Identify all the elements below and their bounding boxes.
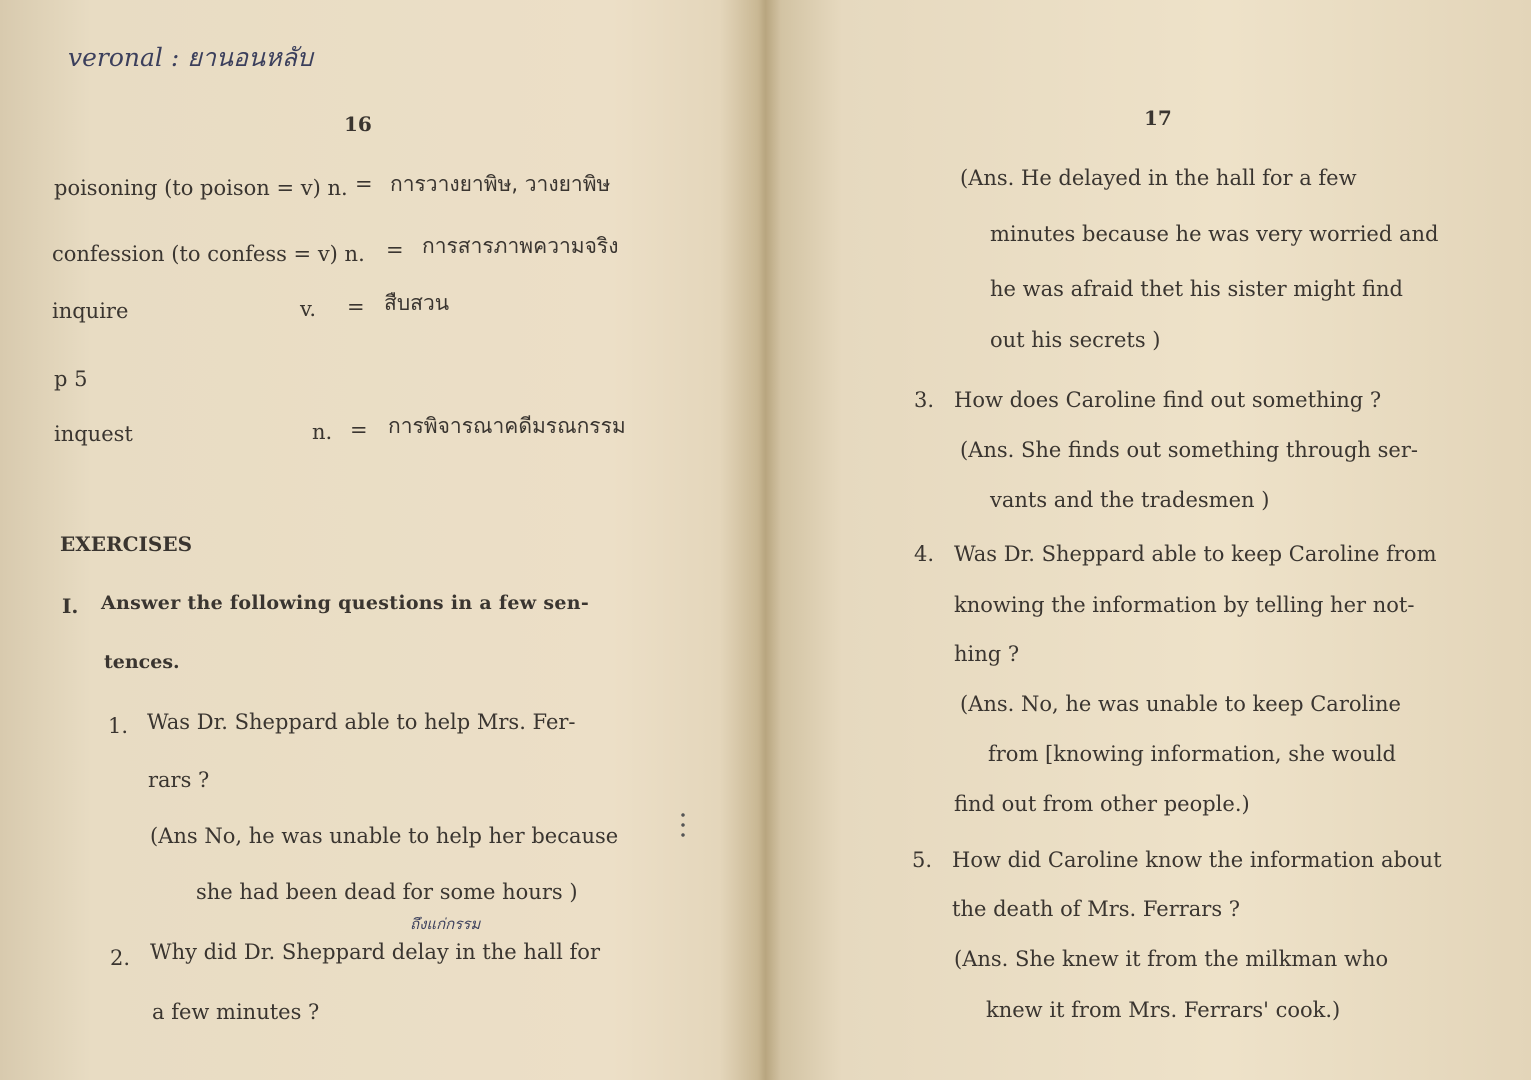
page-number: 16 — [344, 112, 372, 136]
question-text: a few minutes ? — [152, 1000, 320, 1024]
vocab-pos: v. — [300, 297, 317, 321]
question-number: 5. — [912, 848, 933, 872]
section-number: I. — [62, 594, 79, 618]
vocab-equals: = — [350, 418, 368, 442]
vocab-term: poisoning (to poison = v) n. — [54, 176, 348, 200]
section-instruction-cont: tences. — [104, 651, 180, 673]
vocab-meaning: การวางยาพิษ, วางยาพิษ — [390, 172, 611, 196]
question-text: How does Caroline find out something ? — [954, 388, 1382, 412]
question-number: 4. — [914, 542, 935, 566]
answer-text: from [knowing information, she would — [988, 742, 1396, 766]
question-number: 2. — [110, 946, 131, 970]
answer-text: (Ans. She knew it from the milkman who — [954, 947, 1389, 971]
question-text: the death of Mrs. Ferrars ? — [952, 897, 1241, 921]
question-number: 3. — [914, 388, 935, 412]
vocab-meaning: สืบสวน — [384, 291, 450, 315]
vocab-equals: = — [355, 172, 373, 196]
question-text: How did Caroline know the information about — [952, 848, 1442, 872]
answer-text: find out from other people.) — [954, 792, 1250, 816]
vocab-term: inquire — [52, 299, 129, 323]
vocab-equals: = — [386, 238, 404, 262]
vocab-equals: = — [347, 295, 365, 319]
vocab-term: confession (to confess = v) n. — [52, 242, 365, 266]
vocab-term: inquest — [54, 422, 133, 446]
page-number: 17 — [1144, 106, 1172, 130]
page-ref: p 5 — [54, 367, 88, 391]
answer-text: out his secrets ) — [990, 328, 1161, 352]
ink-marks — [680, 810, 686, 840]
question-text: Why did Dr. Sheppard delay in the hall for — [150, 940, 600, 964]
section-instruction: Answer the following questions in a few sen- — [101, 592, 590, 614]
handwritten-note: veronal : ยานอนหลับ — [68, 43, 313, 72]
answer-text: (Ans. He delayed in the hall for a few — [960, 166, 1357, 190]
question-text: Was Dr. Sheppard able to keep Caroline from — [954, 542, 1437, 566]
vocab-meaning: การสารภาพความจริง — [422, 234, 619, 258]
answer-text: he was afraid thet his sister might find — [990, 277, 1403, 301]
answer-text: minutes because he was very worried and — [990, 222, 1439, 246]
answer-text: vants and the tradesmen ) — [990, 488, 1270, 512]
question-text: hing ? — [954, 642, 1020, 666]
vocab-meaning: การพิจารณาคดีมรณกรรม — [388, 414, 626, 438]
answer-text: (Ans No, he was unable to help her because — [150, 824, 619, 848]
question-text: knowing the information by telling her not- — [954, 593, 1415, 617]
answer-text: (Ans. She finds out something through ser- — [960, 438, 1418, 462]
question-text: rars ? — [148, 768, 210, 792]
question-text: Was Dr. Sheppard able to help Mrs. Fer- — [147, 710, 576, 734]
question-number: 1. — [108, 714, 129, 738]
left-page — [0, 0, 765, 1080]
exercises-heading: EXERCISES — [60, 532, 193, 556]
handwritten-note: ถึงแก่กรรม — [410, 915, 481, 933]
answer-text: she had been dead for some hours ) — [196, 880, 578, 904]
answer-text: (Ans. No, he was unable to keep Caroline — [960, 692, 1401, 716]
vocab-pos: n. — [312, 420, 333, 444]
answer-text: knew it from Mrs. Ferrars' cook.) — [986, 998, 1341, 1022]
right-page — [766, 0, 1531, 1080]
